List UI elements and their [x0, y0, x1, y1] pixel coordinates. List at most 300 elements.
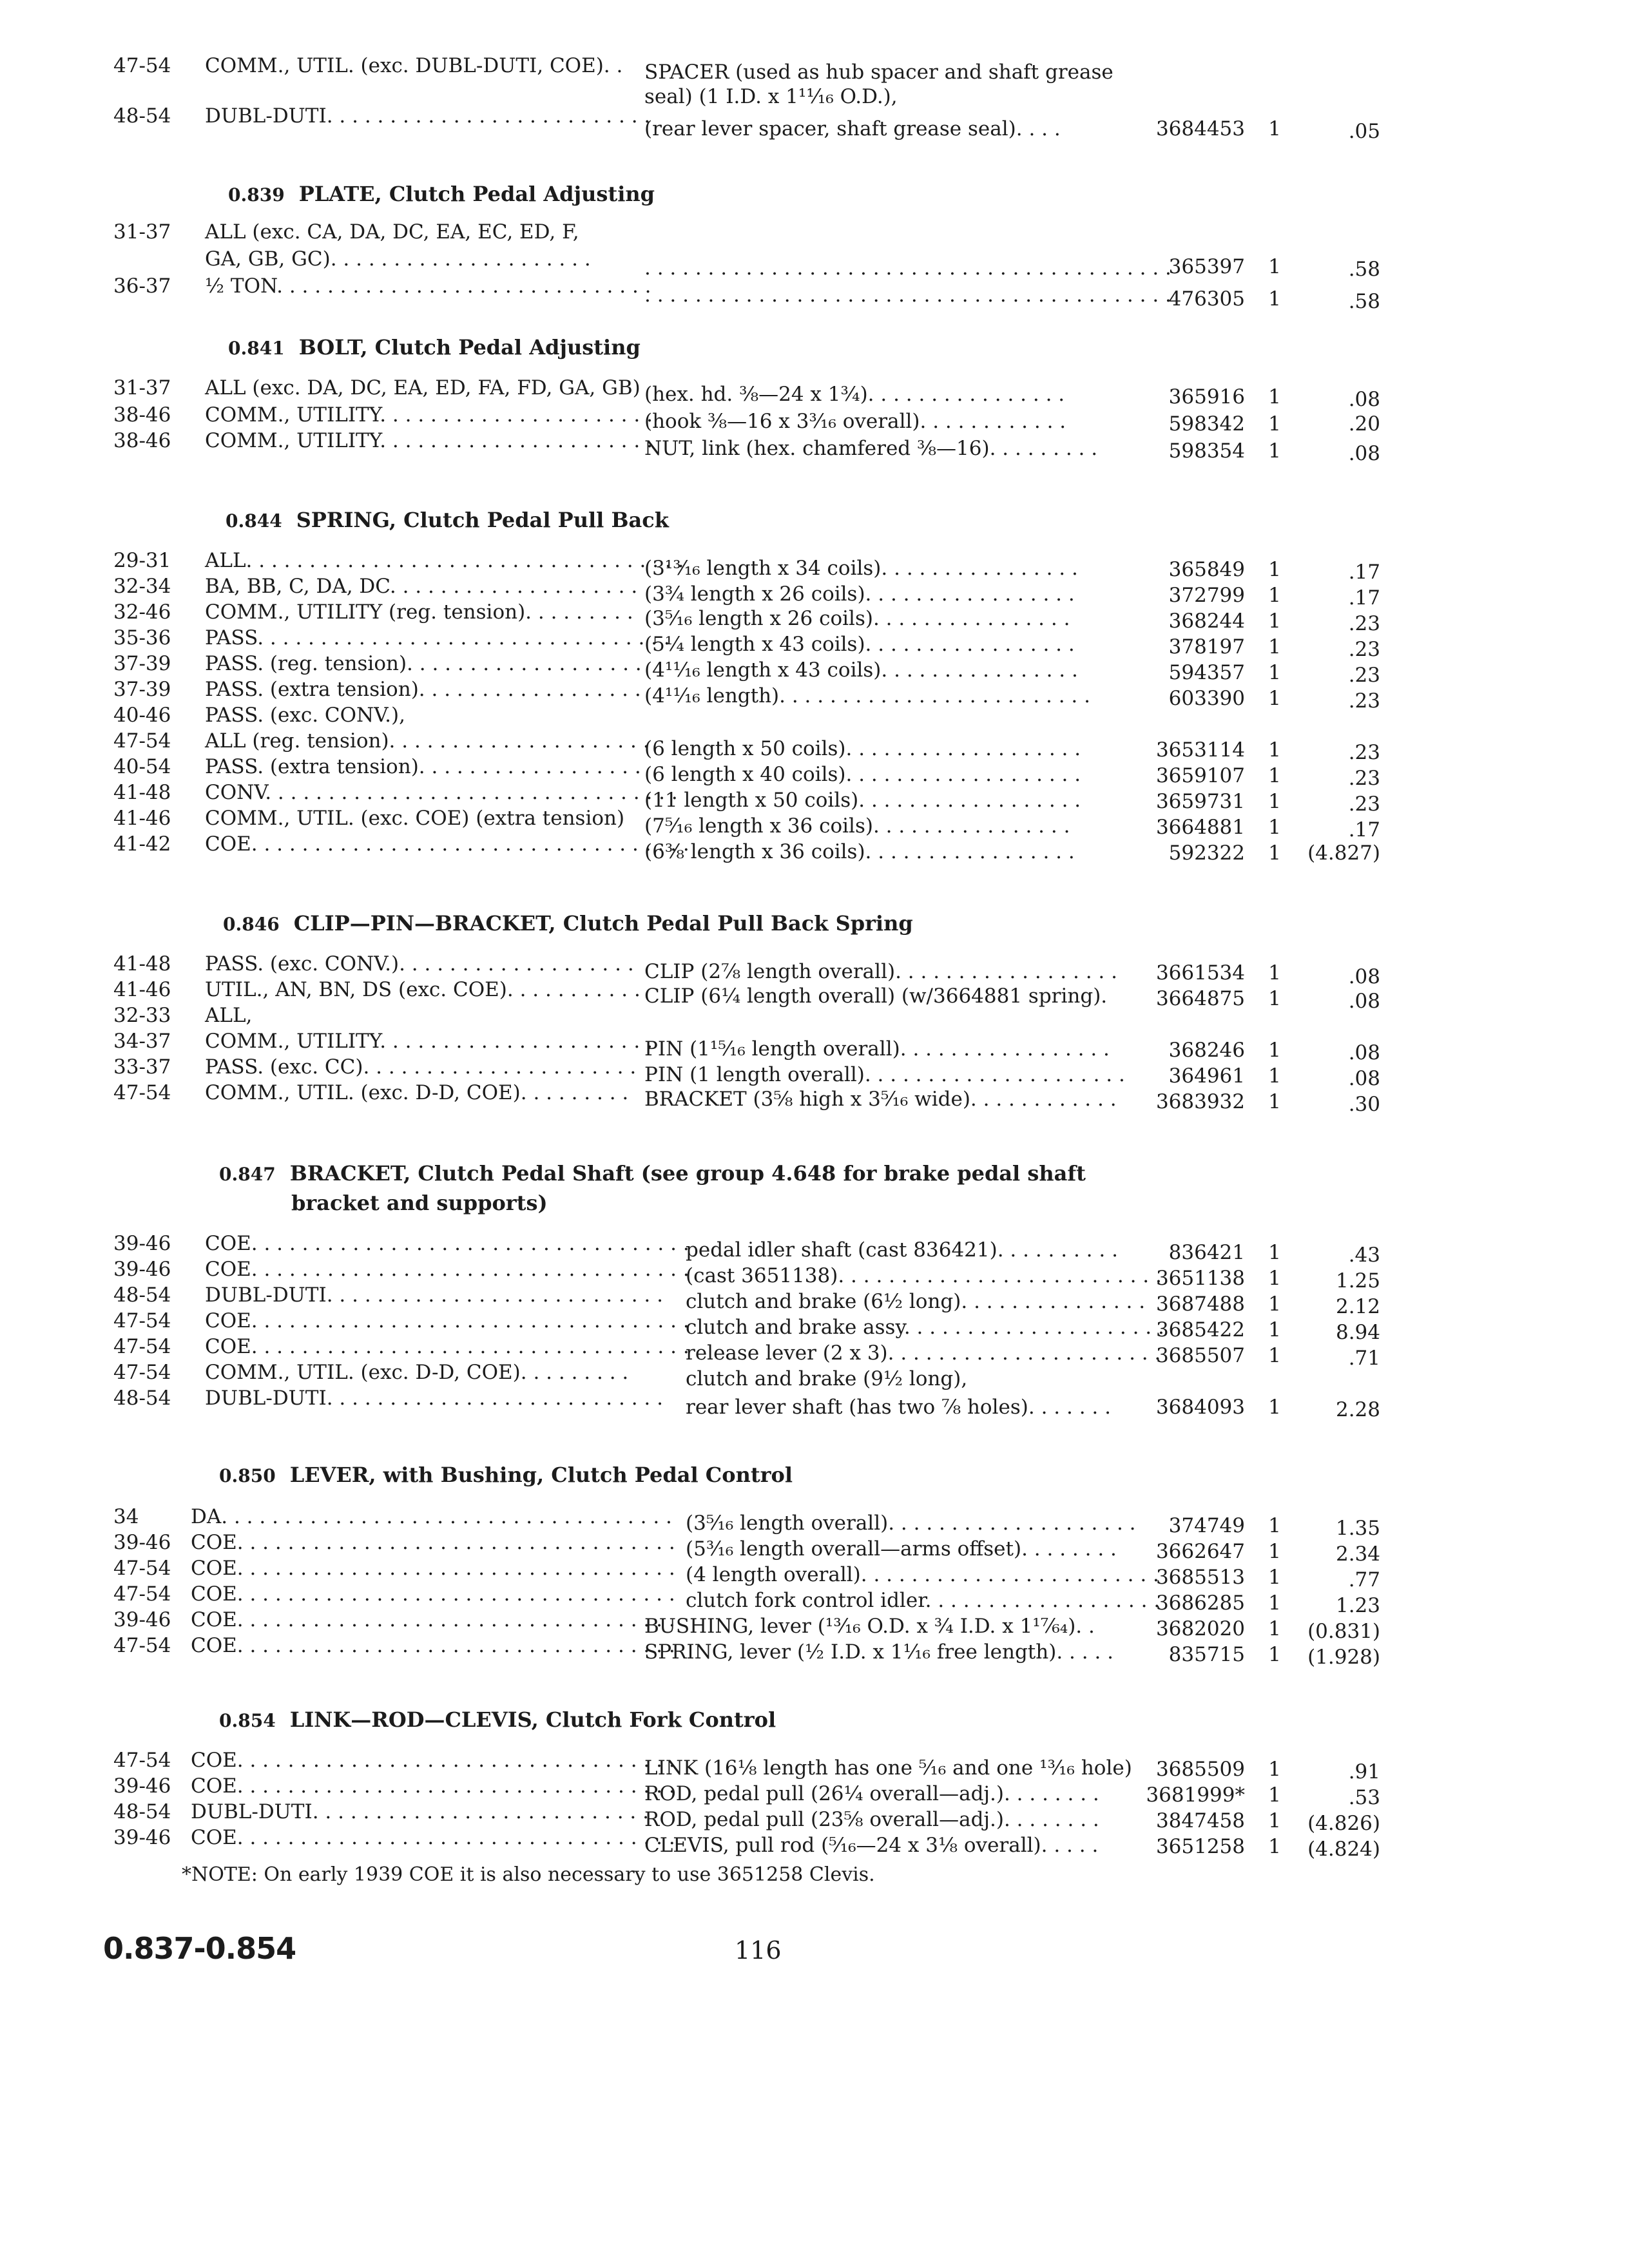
- section-header: [228, 180, 655, 209]
- description-cell: BRACKET (3⅝ high x 3⁵⁄₁₆ wide). . . . . . . . . . . .: [644, 1088, 1117, 1111]
- year-cell: 41-48: [113, 781, 171, 804]
- price-cell: (0.831): [1307, 1620, 1380, 1643]
- price-cell: .53: [1348, 1786, 1380, 1809]
- price-cell: .77: [1348, 1568, 1380, 1591]
- section-number: 0.844: [226, 510, 282, 532]
- description-cell: . . . . . . . . . . . . . . . . . . . . . . . . . . . . . . . . . . . . . . . . . .: [644, 256, 1171, 280]
- description-cell: (4 length overall). . . . . . . . . . . . . . . . . . . . . . . .: [686, 1563, 1159, 1586]
- table-row: [0, 1747, 1629, 1783]
- description-cell: BUSHING, lever (¹³⁄₁₆ O.D. x ¾ I.D. x 1¹⁷⁄₆₄). .: [644, 1615, 1095, 1638]
- year-cell: 31-37: [113, 376, 171, 399]
- quantity-cell: 1: [1268, 764, 1281, 787]
- part-number-cell: 365916: [1168, 385, 1245, 408]
- table-row: [0, 548, 1629, 584]
- table-row: [0, 273, 1629, 313]
- quantity-cell: 1: [1268, 1090, 1281, 1113]
- price-cell: .05: [1348, 120, 1380, 143]
- table-row: [0, 1555, 1629, 1591]
- description-cell: . . . . . . . . . . . . . . . . . . . . . . . . . . . . . . . . . . . . . . . . . .: [644, 284, 1171, 307]
- year-cell: 48-54: [113, 1387, 171, 1410]
- year-cell: 47-54: [113, 1309, 171, 1332]
- price-cell: .08: [1348, 965, 1380, 988]
- year-cell: 47-54: [113, 54, 171, 77]
- description-cell: (5³⁄₁₆ length overall—arms offset). . . . . . . .: [686, 1537, 1117, 1561]
- description-cell: (3¾ length x 26 coils). . . . . . . . . . . . . . . . .: [644, 582, 1075, 606]
- table-row: [0, 977, 1629, 1013]
- table-row: [0, 573, 1629, 610]
- description-cell: LINK (16⅛ length has one ⁵⁄₁₆ and one ¹³⁄₁₆ hole): [644, 1756, 1132, 1780]
- description-cell: (3⁵⁄₁₆ length overall). . . . . . . . . . . . . . . . . . . .: [686, 1512, 1136, 1535]
- section-number: 0.847: [219, 1164, 276, 1185]
- year-cell: 47-54: [113, 1557, 171, 1580]
- quantity-cell: 1: [1268, 385, 1281, 408]
- quantity-cell: 1: [1268, 1396, 1281, 1419]
- model-cell: COE. . . . . . . . . . . . . . . . . . . . . . . . . . . . . . . . . . .: [191, 1774, 675, 1798]
- quantity-cell: 1: [1268, 1540, 1281, 1563]
- quantity-cell: 1: [1268, 1783, 1281, 1807]
- description-cell: SPRING, lever (½ I.D. x 1¹⁄₁₆ free length). . . . .: [644, 1640, 1114, 1664]
- model-cell: COE. . . . . . . . . . . . . . . . . . . . . . . . . . . . . . . . . . .: [191, 1634, 675, 1657]
- quantity-cell: 1: [1268, 584, 1281, 607]
- model-cell: COMM., UTIL. (exc. D-D, COE). . . . . . . . .: [205, 1081, 629, 1104]
- section-title-continued: bracket and supports): [291, 1191, 548, 1215]
- price-cell: (4.824): [1307, 1838, 1380, 1861]
- model-cell: ALL,: [205, 1004, 253, 1027]
- section-title: SPRING, Clutch Pedal Pull Back: [296, 508, 669, 532]
- description-cell: (6 length x 40 coils). . . . . . . . . . . . . . . . . . .: [644, 763, 1081, 786]
- table-row: [0, 1308, 1629, 1344]
- description-cell: ROD, pedal pull (23⅝ overall—adj.). . . . . . . .: [644, 1808, 1099, 1831]
- price-cell: .08: [1348, 1067, 1380, 1090]
- year-cell: 38-46: [113, 403, 171, 427]
- year-cell: 37-39: [113, 652, 171, 675]
- model-cell: PASS. . . . . . . . . . . . . . . . . . . . . . . . . . . . . . . . .: [205, 626, 670, 649]
- model-cell: PASS. (extra tension). . . . . . . . . . . . . . . . . .: [205, 678, 641, 701]
- quantity-cell: 1: [1268, 1293, 1281, 1316]
- description-cell: clutch and brake (6½ long). . . . . . . . . . . . . . .: [686, 1290, 1146, 1313]
- section-title: BRACKET, Clutch Pedal Shaft (see group 4.648 for brake pedal shaft: [289, 1161, 1086, 1186]
- part-number-cell: 3659107: [1155, 764, 1245, 787]
- table-row: [0, 246, 1629, 281]
- part-number-cell: 598342: [1168, 412, 1245, 436]
- description-cell: (6⅜ length x 36 coils). . . . . . . . . . . . . . . . .: [644, 840, 1075, 863]
- description-cell: (3⁵⁄₁₆ length x 26 coils). . . . . . . . . . . . . . . .: [644, 607, 1070, 630]
- year-cell: 36-37: [113, 274, 171, 298]
- price-cell: .91: [1348, 1760, 1380, 1783]
- price-cell: 2.28: [1335, 1398, 1380, 1421]
- quantity-cell: 1: [1268, 412, 1281, 436]
- section-title: PLATE, Clutch Pedal Adjusting: [298, 182, 655, 206]
- quantity-cell: 1: [1268, 661, 1281, 684]
- model-cell: PASS. (reg. tension). . . . . . . . . . . . . . . . . . .: [205, 652, 642, 675]
- model-cell: COMM., UTIL. (exc. DUBL-DUTI, COE). .: [205, 54, 623, 77]
- year-cell: 41-46: [113, 807, 171, 830]
- part-number-cell: 592322: [1168, 841, 1245, 865]
- table-row: [0, 677, 1629, 713]
- model-cell: COMM., UTILITY. . . . . . . . . . . . . . . . . . . . . .: [205, 429, 653, 452]
- model-cell: UTIL., AN, BN, DS (exc. COE). . . . . . . . . . .: [205, 978, 641, 1001]
- model-cell: DA. . . . . . . . . . . . . . . . . . . . . . . . . . . . . . . . . . . .: [191, 1505, 672, 1528]
- quantity-cell: 1: [1268, 1318, 1281, 1341]
- table-row: [0, 375, 1629, 411]
- section-header: [219, 1461, 793, 1490]
- part-number-cell: 836421: [1168, 1241, 1245, 1264]
- description-cell: CLIP (6¼ length overall) (w/3664881 spring).: [644, 985, 1108, 1008]
- price-cell: (4.826): [1307, 1812, 1380, 1835]
- part-number-cell: 3664881: [1155, 816, 1245, 839]
- year-cell: 37-39: [113, 678, 171, 701]
- table-row: [0, 1504, 1629, 1540]
- model-cell: DUBL-DUTI. . . . . . . . . . . . . . . . . . . . . . . . . .: [205, 104, 651, 128]
- quantity-cell: 1: [1268, 1643, 1281, 1666]
- quantity-cell: 1: [1268, 687, 1281, 710]
- model-cell: ALL (reg. tension). . . . . . . . . . . . . . . . . . . . .: [205, 729, 650, 753]
- description-cell: SPACER (used as hub spacer and shaft grease: [644, 61, 1113, 84]
- year-cell: 38-46: [113, 429, 171, 452]
- model-cell: ALL (exc. CA, DA, DC, EA, EC, ED, F,: [205, 220, 579, 244]
- table-row: [0, 754, 1629, 790]
- price-cell: .23: [1348, 612, 1380, 635]
- table-row: [0, 805, 1629, 841]
- part-number-cell: 3847458: [1155, 1809, 1245, 1832]
- year-cell: 40-46: [113, 704, 171, 727]
- description-cell: clutch and brake assy. . . . . . . . . . . . . . . . . . . . .: [686, 1316, 1164, 1339]
- description-cell: (cast 3651138). . . . . . . . . . . . . . . . . . . . . . . . . .: [686, 1264, 1162, 1287]
- part-number-cell: 3651258: [1155, 1835, 1245, 1858]
- footnote: *NOTE: On early 1939 COE it is also necessary to use 3651258 Clevis.: [182, 1863, 875, 1886]
- section-number: 0.850: [219, 1465, 276, 1486]
- year-cell: 47-54: [113, 1582, 171, 1606]
- model-cell: COE. . . . . . . . . . . . . . . . . . . . . . . . . . . . . . . . . . .: [205, 1335, 689, 1358]
- quantity-cell: 1: [1268, 287, 1281, 311]
- model-cell: COE. . . . . . . . . . . . . . . . . . . . . . . . . . . . . . . . . . .: [191, 1826, 675, 1849]
- part-number-cell: 372799: [1168, 584, 1245, 607]
- year-cell: 29-31: [113, 549, 171, 572]
- table-row: [0, 1773, 1629, 1809]
- year-cell: 48-54: [113, 104, 171, 128]
- model-cell: ALL (exc. DA, DC, EA, ED, FA, FD, GA, GB): [205, 376, 641, 399]
- year-cell: 41-48: [113, 952, 171, 975]
- part-number-cell: 3651138: [1155, 1267, 1245, 1290]
- model-cell: PASS. (extra tension). . . . . . . . . . . . . . . . . .: [205, 755, 641, 778]
- model-cell: PASS. (exc. CONV.),: [205, 704, 405, 727]
- quantity-cell: 1: [1268, 790, 1281, 813]
- part-number-cell: 3685507: [1155, 1344, 1245, 1367]
- price-cell: .08: [1348, 388, 1380, 411]
- description-cell: (7⁵⁄₁₆ length x 36 coils). . . . . . . . . . . . . . . .: [644, 814, 1070, 838]
- year-cell: 39-46: [113, 1531, 171, 1554]
- model-cell: COE. . . . . . . . . . . . . . . . . . . . . . . . . . . . . . . . . . .: [205, 1309, 689, 1332]
- price-cell: (4.827): [1307, 841, 1380, 865]
- year-cell: 47-54: [113, 1749, 171, 1772]
- year-cell: 40-54: [113, 755, 171, 778]
- year-cell: 34-37: [113, 1030, 171, 1053]
- model-cell: COE. . . . . . . . . . . . . . . . . . . . . . . . . . . . . . . . . . .: [191, 1531, 675, 1554]
- section-title: BOLT, Clutch Pedal Adjusting: [298, 335, 641, 360]
- price-cell: .17: [1348, 818, 1380, 841]
- table-row: [0, 53, 1629, 84]
- table-row: [0, 1607, 1629, 1643]
- year-cell: 47-54: [113, 1081, 171, 1104]
- model-cell: COMM., UTILITY. . . . . . . . . . . . . . . . . . . . . .: [205, 1030, 653, 1053]
- table-row: [0, 1028, 1629, 1064]
- model-cell: PASS. (exc. CC). . . . . . . . . . . . . . . . . . . . . .: [205, 1055, 637, 1079]
- table-row: [0, 1231, 1629, 1267]
- model-cell: COE. . . . . . . . . . . . . . . . . . . . . . . . . . . . . . . . . . .: [191, 1608, 675, 1631]
- description-cell: clutch fork control idler. . . . . . . . . . . . . . . . . . .: [686, 1589, 1161, 1612]
- model-cell: COE. . . . . . . . . . . . . . . . . . . . . . . . . . . . . . . . . . .: [205, 1258, 689, 1281]
- year-cell: 39-46: [113, 1232, 171, 1255]
- price-cell: .17: [1348, 561, 1380, 584]
- year-cell: 47-54: [113, 729, 171, 753]
- description-cell: (hook ⅜—16 x 3³⁄₁₆ overall). . . . . . . . . . . .: [644, 410, 1066, 433]
- quantity-cell: 1: [1268, 1566, 1281, 1589]
- price-cell: 8.94: [1335, 1321, 1380, 1344]
- price-cell: .58: [1348, 290, 1380, 313]
- quantity-cell: 1: [1268, 1267, 1281, 1290]
- part-number-cell: 3661534: [1155, 961, 1245, 985]
- part-number-cell: 835715: [1168, 1643, 1245, 1666]
- table-row: [0, 1799, 1629, 1835]
- part-number-cell: 365397: [1168, 255, 1245, 278]
- quantity-cell: 1: [1268, 1617, 1281, 1640]
- part-number-cell: 598354: [1168, 439, 1245, 463]
- quantity-cell: 1: [1268, 558, 1281, 581]
- model-cell: CONV. . . . . . . . . . . . . . . . . . . . . . . . . . . . . . . . .: [205, 781, 678, 804]
- section-number: 0.846: [223, 914, 280, 935]
- price-cell: .23: [1348, 689, 1380, 713]
- section-title: LINK—ROD—CLEVIS, Clutch Fork Control: [289, 1707, 776, 1732]
- year-cell: 39-46: [113, 1774, 171, 1798]
- description-cell: ROD, pedal pull (26¼ overall—adj.). . . . . . . .: [644, 1782, 1099, 1805]
- description-cell: seal) (1 I.D. x 1¹¹⁄₁₆ O.D.),: [644, 85, 898, 108]
- price-cell: .08: [1348, 990, 1380, 1013]
- quantity-cell: 1: [1268, 738, 1281, 762]
- table-row: [0, 1054, 1629, 1090]
- section-header: [219, 1706, 776, 1735]
- part-number-cell: 3682020: [1155, 1617, 1245, 1640]
- description-cell: (3¹³⁄₁₆ length x 34 coils). . . . . . . . . . . . . . . .: [644, 557, 1078, 580]
- description-cell: (hex. hd. ⅜—24 x 1¾). . . . . . . . . . . . . . . .: [644, 383, 1065, 406]
- section-number: 0.839: [228, 184, 285, 206]
- price-cell: .23: [1348, 638, 1380, 661]
- year-cell: 47-54: [113, 1634, 171, 1657]
- year-cell: 35-36: [113, 626, 171, 649]
- year-cell: 39-46: [113, 1258, 171, 1281]
- table-row: [0, 103, 1629, 143]
- price-cell: .71: [1348, 1347, 1380, 1370]
- model-cell: COMM., UTILITY. . . . . . . . . . . . . . . . . . . . . .: [205, 403, 653, 427]
- description-cell: PIN (1¹⁵⁄₁₆ length overall). . . . . . . . . . . . . . . . .: [644, 1037, 1110, 1061]
- year-cell: 41-46: [113, 978, 171, 1001]
- part-number-cell: 3684453: [1155, 117, 1245, 140]
- description-cell: release lever (2 x 3). . . . . . . . . . . . . . . . . . . . . .: [686, 1341, 1161, 1365]
- quantity-cell: 1: [1268, 1758, 1281, 1781]
- quantity-cell: 1: [1268, 1039, 1281, 1062]
- quantity-cell: 1: [1268, 439, 1281, 463]
- model-cell: COMM., UTILITY (reg. tension). . . . . . . . .: [205, 601, 633, 624]
- year-cell: 39-46: [113, 1826, 171, 1849]
- table-row: [0, 428, 1629, 465]
- table-row: [0, 599, 1629, 635]
- part-number-cell: 368244: [1168, 610, 1245, 633]
- description-cell: clutch and brake (9½ long),: [686, 1367, 968, 1390]
- quantity-cell: 1: [1268, 1514, 1281, 1537]
- description-cell: (4¹¹⁄₁₆ length). . . . . . . . . . . . . . . . . . . . . . . . .: [644, 684, 1090, 707]
- section-title: LEVER, with Bushing, Clutch Pedal Control: [289, 1463, 793, 1487]
- model-cell: COMM., UTIL. (exc. COE) (extra tension): [205, 807, 625, 830]
- part-number-cell: 364961: [1168, 1064, 1245, 1088]
- section-title: CLIP—PIN—BRACKET, Clutch Pedal Pull Back Spring: [293, 911, 913, 936]
- model-cell: COE. . . . . . . . . . . . . . . . . . . . . . . . . . . . . . . . . . .: [205, 1232, 689, 1255]
- price-cell: .20: [1348, 412, 1380, 436]
- part-number-cell: 594357: [1168, 661, 1245, 684]
- part-number-cell: 3664875: [1155, 987, 1245, 1010]
- model-cell: COE. . . . . . . . . . . . . . . . . . . . . . . . . . . . . . . . . . .: [191, 1557, 675, 1580]
- year-cell: 41-42: [113, 832, 171, 856]
- price-cell: .43: [1348, 1244, 1380, 1267]
- price-cell: .17: [1348, 586, 1380, 610]
- description-cell: rear lever shaft (has two ⅞ holes). . . . . . .: [686, 1396, 1111, 1419]
- year-cell: 34: [113, 1505, 139, 1528]
- part-number-cell: 378197: [1168, 635, 1245, 658]
- description-cell: PIN (1 length overall). . . . . . . . . . . . . . . . . . . . .: [644, 1063, 1125, 1086]
- part-number-cell: 3653114: [1155, 738, 1245, 762]
- model-cell: PASS. (exc. CONV.). . . . . . . . . . . . . . . . . . .: [205, 952, 634, 975]
- model-cell: ½ TON. . . . . . . . . . . . . . . . . . . . . . . . . . . . . .: [205, 274, 651, 298]
- quantity-cell: 1: [1268, 255, 1281, 278]
- table-row: [0, 951, 1629, 988]
- part-number-cell: 3685422: [1155, 1318, 1245, 1341]
- quantity-cell: 1: [1268, 1809, 1281, 1832]
- price-cell: .08: [1348, 442, 1380, 465]
- quantity-cell: 1: [1268, 1591, 1281, 1615]
- quantity-cell: 1: [1268, 117, 1281, 140]
- part-number-cell: 3687488: [1155, 1293, 1245, 1316]
- page-number: 116: [735, 1936, 782, 1965]
- part-number-cell: 3684093: [1155, 1396, 1245, 1419]
- quantity-cell: 1: [1268, 841, 1281, 865]
- price-cell: .58: [1348, 258, 1380, 281]
- model-cell: GA, GB, GC). . . . . . . . . . . . . . . . . . . . .: [205, 247, 591, 271]
- year-cell: 47-54: [113, 1335, 171, 1358]
- year-cell: 48-54: [113, 1800, 171, 1823]
- model-cell: COMM., UTIL. (exc. D-D, COE). . . . . . . . .: [205, 1361, 629, 1384]
- description-cell: NUT, link (hex. chamfered ⅜—16). . . . . . . . .: [644, 437, 1098, 460]
- quantity-cell: 1: [1268, 1835, 1281, 1858]
- description-cell: (5¼ length x 43 coils). . . . . . . . . . . . . . . . .: [644, 633, 1075, 656]
- model-cell: DUBL-DUTI. . . . . . . . . . . . . . . . . . . . . . . . . . .: [205, 1387, 663, 1410]
- price-cell: (1.928): [1307, 1646, 1380, 1669]
- table-row: [0, 1334, 1629, 1370]
- table-row: [0, 780, 1629, 816]
- section-number: 0.854: [219, 1710, 276, 1731]
- price-cell: 2.34: [1335, 1542, 1380, 1566]
- section-header: [219, 1160, 1086, 1188]
- year-cell: 31-37: [113, 220, 171, 244]
- description-cell: (6 length x 50 coils). . . . . . . . . . . . . . . . . . .: [644, 737, 1081, 760]
- price-cell: .23: [1348, 741, 1380, 764]
- quantity-cell: 1: [1268, 1241, 1281, 1264]
- price-cell: 1.25: [1335, 1269, 1380, 1293]
- model-cell: COE. . . . . . . . . . . . . . . . . . . . . . . . . . . . . . . . . . .: [205, 832, 689, 856]
- description-cell: CLEVIS, pull rod (⁵⁄₁₆—24 x 3⅛ overall). . . . .: [644, 1834, 1099, 1857]
- section-header: [223, 910, 913, 938]
- model-cell: BA, BB, C, DA, DC. . . . . . . . . . . . . . . . . . . .: [205, 575, 638, 598]
- table-row: [0, 1825, 1629, 1861]
- description-cell: (11 length x 50 coils). . . . . . . . . . . . . . . . . .: [644, 789, 1081, 812]
- table-row: [0, 831, 1629, 865]
- year-cell: 32-34: [113, 575, 171, 598]
- description-cell: CLIP (2⅞ length overall). . . . . . . . . . . . . . . . . .: [644, 960, 1117, 983]
- part-number-cell: 3659731: [1155, 790, 1245, 813]
- part-number-cell: 3685513: [1155, 1566, 1245, 1589]
- price-cell: .23: [1348, 664, 1380, 687]
- table-row: [0, 1385, 1629, 1421]
- price-cell: 1.35: [1335, 1517, 1380, 1540]
- table-row: [0, 1360, 1629, 1390]
- price-cell: .30: [1348, 1093, 1380, 1116]
- model-cell: DUBL-DUTI. . . . . . . . . . . . . . . . . . . . . . . . . . .: [191, 1800, 649, 1823]
- quantity-cell: 1: [1268, 1064, 1281, 1088]
- table-row: [0, 219, 1629, 245]
- table-row: [0, 1530, 1629, 1566]
- section-number: 0.841: [228, 338, 285, 359]
- quantity-cell: 1: [1268, 610, 1281, 633]
- part-number-cell: 374749: [1168, 1514, 1245, 1537]
- year-cell: 48-54: [113, 1283, 171, 1307]
- year-cell: 32-33: [113, 1004, 171, 1027]
- price-cell: 2.12: [1335, 1295, 1380, 1318]
- section-header: [226, 506, 669, 535]
- part-number-cell: 365849: [1168, 558, 1245, 581]
- year-cell: 33-37: [113, 1055, 171, 1079]
- quantity-cell: 1: [1268, 1344, 1281, 1367]
- table-row: [0, 651, 1629, 687]
- year-cell: 32-46: [113, 601, 171, 624]
- table-row: [0, 1282, 1629, 1318]
- table-row: [0, 402, 1629, 436]
- year-cell: 39-46: [113, 1608, 171, 1631]
- table-row: [0, 1080, 1629, 1116]
- section-range: 0.837-0.854: [103, 1931, 296, 1966]
- quantity-cell: 1: [1268, 635, 1281, 658]
- part-number-cell: 3662647: [1155, 1540, 1245, 1563]
- description-cell: (4¹¹⁄₁₆ length x 43 coils). . . . . . . . . . . . . . . .: [644, 658, 1078, 682]
- model-cell: COE. . . . . . . . . . . . . . . . . . . . . . . . . . . . . . . . . . .: [191, 1749, 675, 1772]
- part-number-cell: 3685509: [1155, 1758, 1245, 1781]
- part-number-cell: 368246: [1168, 1039, 1245, 1062]
- year-cell: 47-54: [113, 1361, 171, 1384]
- price-cell: .23: [1348, 767, 1380, 790]
- table-row: [0, 625, 1629, 661]
- model-cell: COE. . . . . . . . . . . . . . . . . . . . . . . . . . . . . . . . . . .: [191, 1582, 675, 1606]
- price-cell: .08: [1348, 1041, 1380, 1064]
- quantity-cell: 1: [1268, 961, 1281, 985]
- table-row: [0, 1633, 1629, 1669]
- price-cell: .23: [1348, 793, 1380, 816]
- table-row: [0, 702, 1629, 728]
- model-cell: ALL. . . . . . . . . . . . . . . . . . . . . . . . . . . . . . . . . . .: [205, 549, 684, 572]
- part-number-cell: 476305: [1168, 287, 1245, 311]
- description-cell: (rear lever spacer, shaft grease seal). . . .: [644, 117, 1061, 140]
- part-number-cell: 3686285: [1155, 1591, 1245, 1615]
- price-cell: 1.23: [1335, 1594, 1380, 1617]
- part-number-cell: 603390: [1168, 687, 1245, 710]
- section-header: [228, 334, 641, 362]
- part-number-cell: 3683932: [1155, 1090, 1245, 1113]
- table-row: [0, 1581, 1629, 1617]
